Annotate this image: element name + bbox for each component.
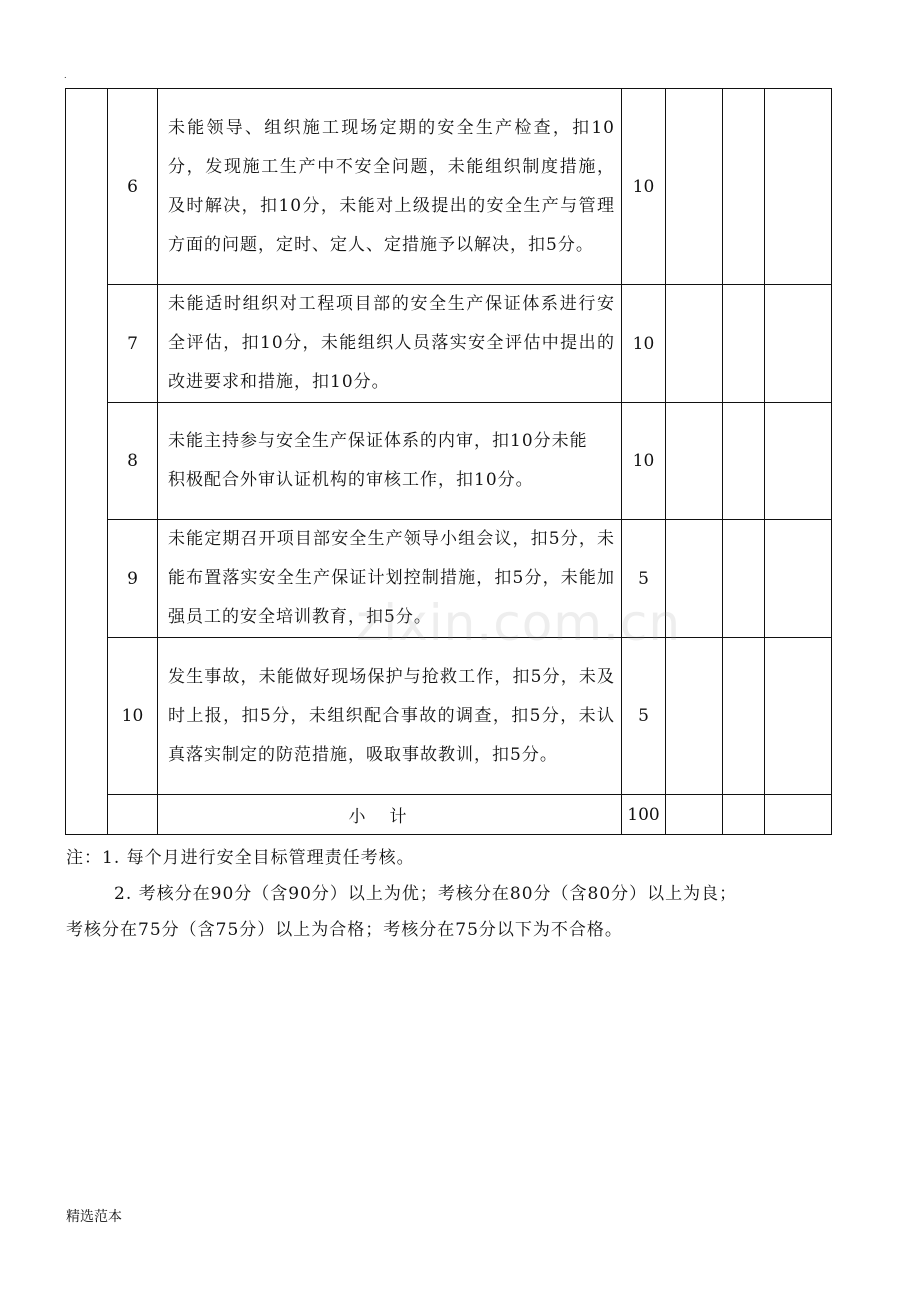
watermark: zixin.com.cn <box>356 594 682 652</box>
item-number: 10 <box>108 638 158 795</box>
item-content: 未能领导、组织施工现场定期的安全生产检查，扣10分，发现施工生产中不安全问题，未能组织制度措施，及时解决，扣10分，未能对上级提出的安全生产与管理方面的问题，定时、定人、定措施予以解决，扣5分。 <box>158 89 622 285</box>
subtotal-label: 小计 <box>158 795 622 835</box>
blank-cell <box>723 285 765 403</box>
footer-label: 精选范本 <box>66 1209 122 1225</box>
note-line: 考核分在75分（含75分）以上为合格；考核分在75分以下为不合格。 <box>66 920 623 940</box>
notes <box>66 840 866 948</box>
blank-cell <box>765 638 832 795</box>
blank-cell <box>666 638 723 795</box>
category-cell <box>66 89 108 835</box>
table-row <box>66 520 832 638</box>
table-row <box>66 89 832 285</box>
item-score: 10 <box>622 89 666 285</box>
item-content-line: 未能主持参与安全生产保证体系的内审，扣10分未能 <box>168 431 588 451</box>
item-score: 5 <box>622 638 666 795</box>
item-number: 6 <box>108 89 158 285</box>
subtotal-row <box>66 795 832 835</box>
blank-cell <box>765 520 832 638</box>
blank-cell <box>723 638 765 795</box>
note-line: 2. 考核分在90分（含90分）以上为优；考核分在80分（含80分）以上为良； <box>114 884 738 904</box>
blank-cell <box>723 89 765 285</box>
page-marker: . <box>64 71 67 80</box>
item-score: 5 <box>622 520 666 638</box>
blank-cell <box>765 89 832 285</box>
blank-cell <box>765 795 832 835</box>
note-line: 注：1. 每个月进行安全目标管理责任考核。 <box>66 848 415 868</box>
item-content <box>158 403 622 520</box>
item-number: 8 <box>108 403 158 520</box>
item-score: 10 <box>622 285 666 403</box>
blank-cell <box>108 795 158 835</box>
item-content: 未能定期召开项目部安全生产领导小组会议，扣5分，未能布置落实安全生产保证计划控制措施，扣5分，未能加强员工的安全培训教育，扣5分。 <box>158 520 622 638</box>
item-content-line: 积极配合外审认证机构的审核工作，扣10分。 <box>168 470 534 490</box>
blank-cell <box>666 795 723 835</box>
blank-cell <box>723 403 765 520</box>
blank-cell <box>666 520 723 638</box>
blank-cell <box>765 403 832 520</box>
table-row <box>66 285 832 403</box>
item-number: 7 <box>108 285 158 403</box>
item-number: 9 <box>108 520 158 638</box>
table-row <box>66 638 832 795</box>
blank-cell <box>765 285 832 403</box>
item-content: 发生事故，未能做好现场保护与抢救工作，扣5分，未及时上报，扣5分，未组织配合事故的调查，扣5分，未认真落实制定的防范措施，吸取事故教训，扣5分。 <box>158 638 622 795</box>
subtotal-score: 100 <box>622 795 666 835</box>
blank-cell <box>723 795 765 835</box>
blank-cell <box>723 520 765 638</box>
assessment-table <box>65 88 832 835</box>
blank-cell <box>666 285 723 403</box>
blank-cell <box>666 89 723 285</box>
item-content: 未能适时组织对工程项目部的安全生产保证体系进行安全评估，扣10分，未能组织人员落实安全评估中提出的改进要求和措施，扣10分。 <box>158 285 622 403</box>
table-row <box>66 403 832 520</box>
item-score: 10 <box>622 403 666 520</box>
blank-cell <box>666 403 723 520</box>
